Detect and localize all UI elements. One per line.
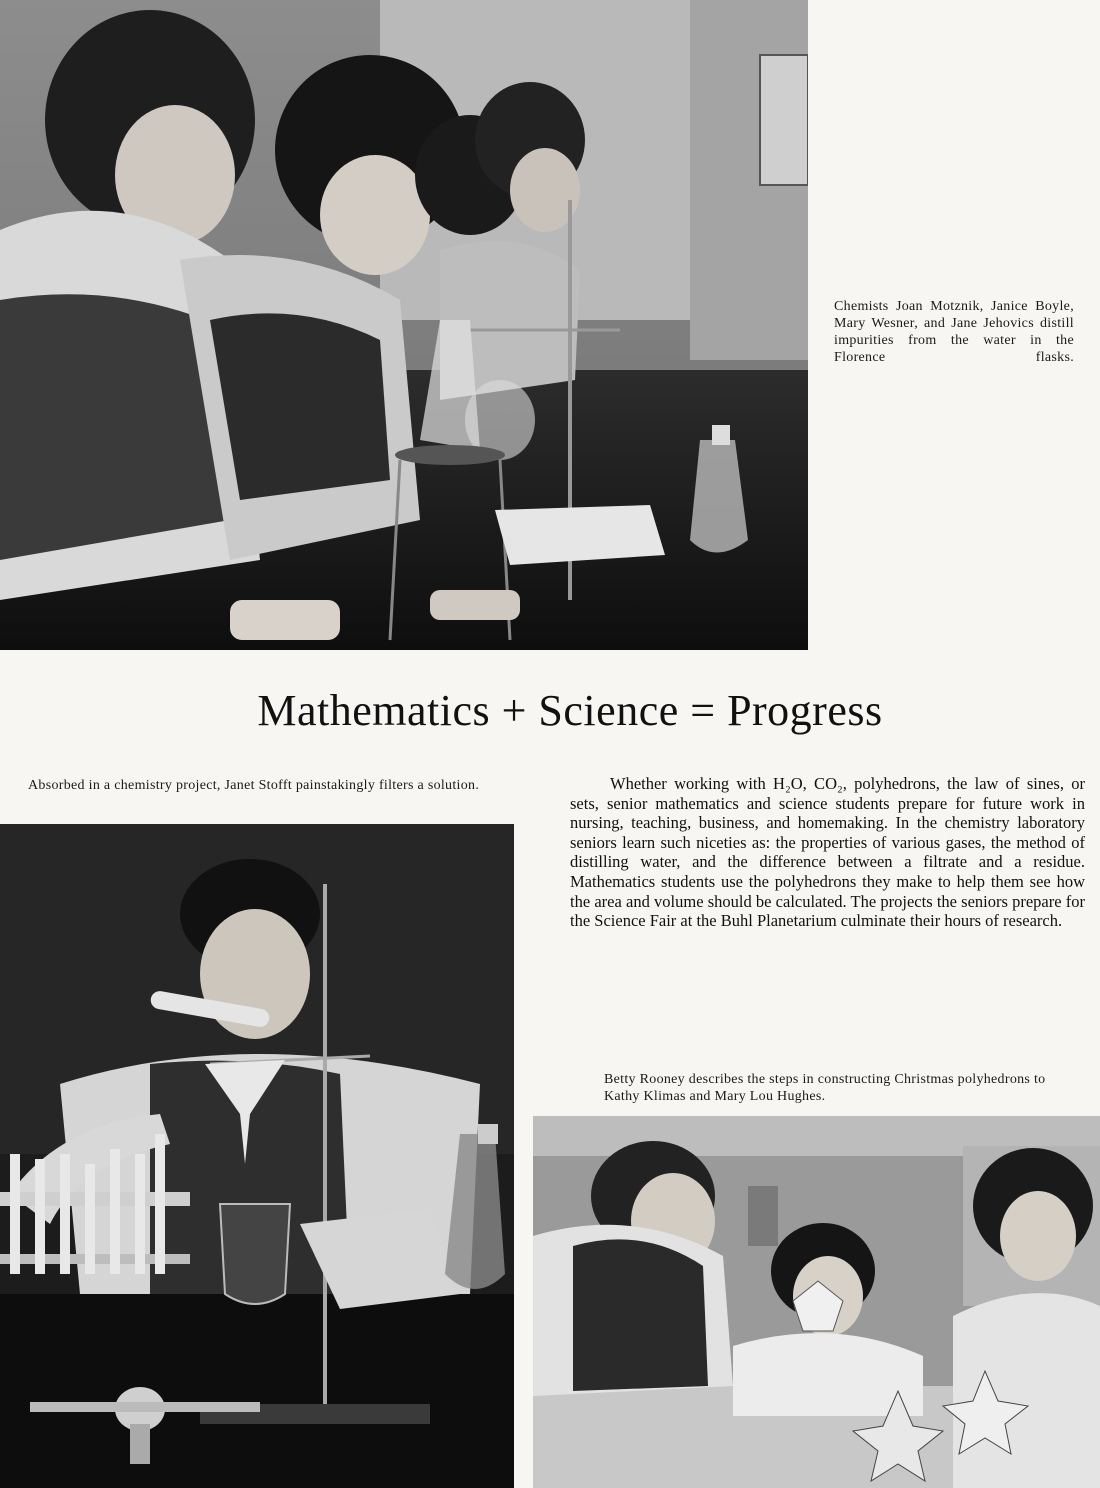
polyhedrons-photo-image: [533, 1116, 1100, 1488]
chemistry-lab-photo-image: [0, 0, 808, 650]
page-headline: Mathematics + Science = Progress: [257, 686, 883, 735]
polyhedrons-photo: [533, 1116, 1100, 1488]
photo-caption-left: Absorbed in a chemistry project, Janet Stofft painstakingly filters a solution.: [28, 778, 480, 793]
article-body: Whether working with H₂O, CO₂, polyhedrons, the law of sines, or sets, senior mathematics and science students prepare for future work in nursing, teaching, business, and homemaking. In the chemistry laboratory seniors learn such niceties as: the properties of various gases, the method of distilling water, and the difference between a filtrate and a residue. Mathematics students use the polyhedrons they make to help them see how the area and volume should be calculated. The projects the seniors prepare for the Science Fair at the Buhl Planetarium culminate their hours of research.: [570, 774, 1085, 931]
photo-caption-right: Betty Rooney describes the steps in constructing Christmas polyhedrons to Kathy Klimas and Mary Lou Hughes.: [604, 1072, 1046, 1104]
filtering-solution-photo-image: [0, 824, 514, 1488]
chemistry-lab-photo: [0, 0, 808, 650]
filtering-solution-photo: [0, 824, 514, 1488]
photo-caption-top: Chemists Joan Motznik, Janice Boyle, Mary Wesner, and Jane Jehovics distill impurities from the water in the Florence flasks.: [834, 299, 1074, 365]
